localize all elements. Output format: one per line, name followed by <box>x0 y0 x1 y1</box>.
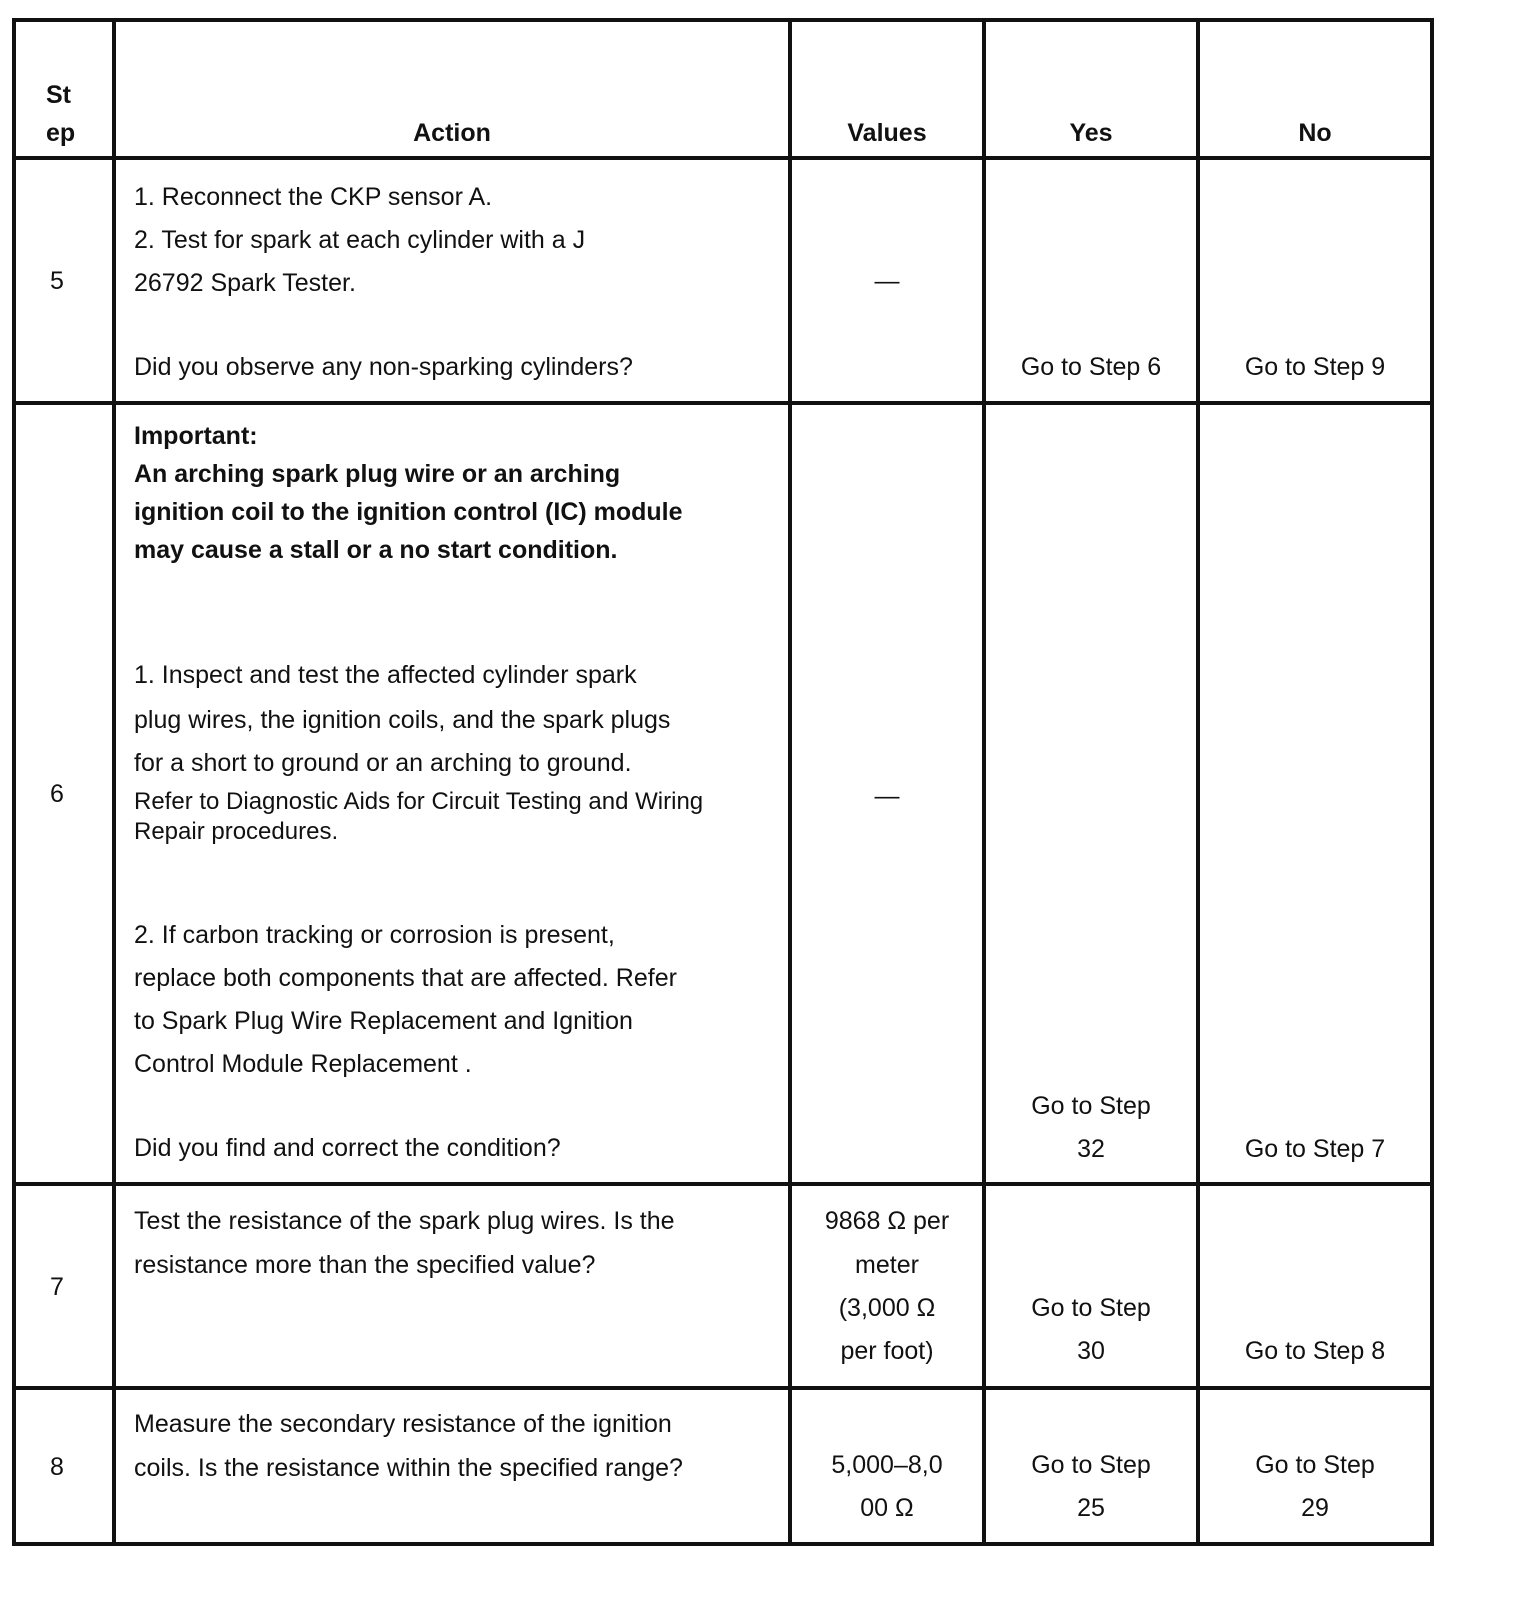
values-cell <box>792 160 986 401</box>
action-line: 2. If carbon tracking or corrosion is present, <box>134 921 615 949</box>
action-line: for a short to ground or an arching to ground. <box>134 749 632 777</box>
no-cell <box>1200 1390 1430 1542</box>
refer-line: Refer to Diagnostic Aids for Circuit Testing and Wiring <box>134 788 704 815</box>
step-number: 6 <box>50 780 64 808</box>
yes-text: 25 <box>1077 1494 1105 1522</box>
value-text: meter <box>855 1251 919 1279</box>
action-line: Test the resistance of the spark plug wires. Is the <box>134 1207 675 1235</box>
value-text: (3,000 Ω <box>838 1294 936 1322</box>
table-row <box>12 1186 1434 1390</box>
yes-text: 32 <box>1077 1135 1105 1163</box>
header-no-cell <box>1200 22 1430 156</box>
table-header-row <box>12 18 1434 160</box>
no-cell <box>1200 1186 1430 1386</box>
value-text: — <box>874 267 900 295</box>
step-cell <box>16 1390 116 1542</box>
action-line: Measure the secondary resistance of the ignition <box>134 1410 672 1438</box>
no-text: Go to Step 9 <box>1244 353 1386 381</box>
yes-cell <box>986 1186 1200 1386</box>
yes-text: 30 <box>1077 1337 1105 1365</box>
no-cell <box>1200 160 1430 401</box>
action-line: to Spark Plug Wire Replacement and Ignition <box>134 1007 633 1035</box>
values-cell <box>792 1186 986 1386</box>
no-text: Go to Step 8 <box>1244 1337 1386 1365</box>
header-step-cell <box>16 22 116 156</box>
action-cell <box>116 1186 792 1386</box>
diagnostic-table <box>12 18 1434 1546</box>
table-row <box>12 160 1434 405</box>
step-cell <box>16 160 116 401</box>
header-no: No <box>1298 119 1332 147</box>
header-values: Values <box>847 119 927 147</box>
yes-cell <box>986 160 1200 401</box>
table-row <box>12 1390 1434 1546</box>
header-yes-cell <box>986 22 1200 156</box>
values-cell <box>792 1390 986 1542</box>
values-cell <box>792 405 986 1182</box>
no-text: Go to Step <box>1255 1451 1375 1479</box>
action-line: 26792 Spark Tester. <box>134 269 356 297</box>
action-line: 1. Reconnect the CKP sensor A. <box>134 183 493 211</box>
step-number: 8 <box>50 1453 64 1481</box>
header-yes: Yes <box>1069 119 1113 147</box>
yes-text: Go to Step 6 <box>1020 353 1162 381</box>
important-line: may cause a stall or a no start condition. <box>134 536 618 564</box>
important-title: Important: <box>134 422 258 450</box>
value-text: per foot) <box>840 1337 934 1365</box>
header-step-line1: St <box>46 81 71 109</box>
action-question: Did you observe any non-sparking cylinders? <box>134 353 633 381</box>
no-text: Go to Step 7 <box>1244 1135 1386 1163</box>
action-cell <box>116 405 792 1182</box>
action-line: Control Module Replacement . <box>134 1050 472 1078</box>
yes-text: Go to Step <box>1031 1451 1151 1479</box>
action-line: coils. Is the resistance within the specified range? <box>134 1454 683 1482</box>
yes-text: Go to Step <box>1031 1092 1151 1120</box>
important-line: An arching spark plug wire or an arching <box>134 460 621 488</box>
important-line: ignition coil to the ignition control (IC) module <box>134 498 683 526</box>
value-text: 5,000–8,0 <box>831 1451 943 1479</box>
action-line: resistance more than the specified value? <box>134 1251 596 1279</box>
table-row <box>12 405 1434 1186</box>
action-question: Did you find and correct the condition? <box>134 1134 561 1162</box>
header-action: Action <box>413 119 491 147</box>
no-text: 29 <box>1301 1494 1329 1522</box>
no-cell <box>1200 405 1430 1182</box>
step-number: 5 <box>50 267 64 295</box>
action-cell <box>116 1390 792 1542</box>
header-values-cell <box>792 22 986 156</box>
step-number: 7 <box>50 1273 64 1301</box>
header-step-line2: ep <box>46 119 76 147</box>
action-line: plug wires, the ignition coils, and the spark plugs <box>134 706 671 734</box>
value-text: 00 Ω <box>860 1494 914 1522</box>
yes-cell <box>986 405 1200 1182</box>
yes-text: Go to Step <box>1031 1294 1151 1322</box>
step-cell <box>16 1186 116 1386</box>
header-action-cell <box>116 22 792 156</box>
yes-cell <box>986 1390 1200 1542</box>
step-cell <box>16 405 116 1182</box>
action-line: replace both components that are affected. Refer <box>134 964 677 992</box>
action-cell <box>116 160 792 401</box>
value-text: — <box>874 782 900 810</box>
action-line: 1. Inspect and test the affected cylinder spark <box>134 661 637 689</box>
action-line: 2. Test for spark at each cylinder with a J <box>134 226 586 254</box>
value-text: 9868 Ω per <box>824 1207 950 1235</box>
refer-line: Repair procedures. <box>134 818 339 845</box>
